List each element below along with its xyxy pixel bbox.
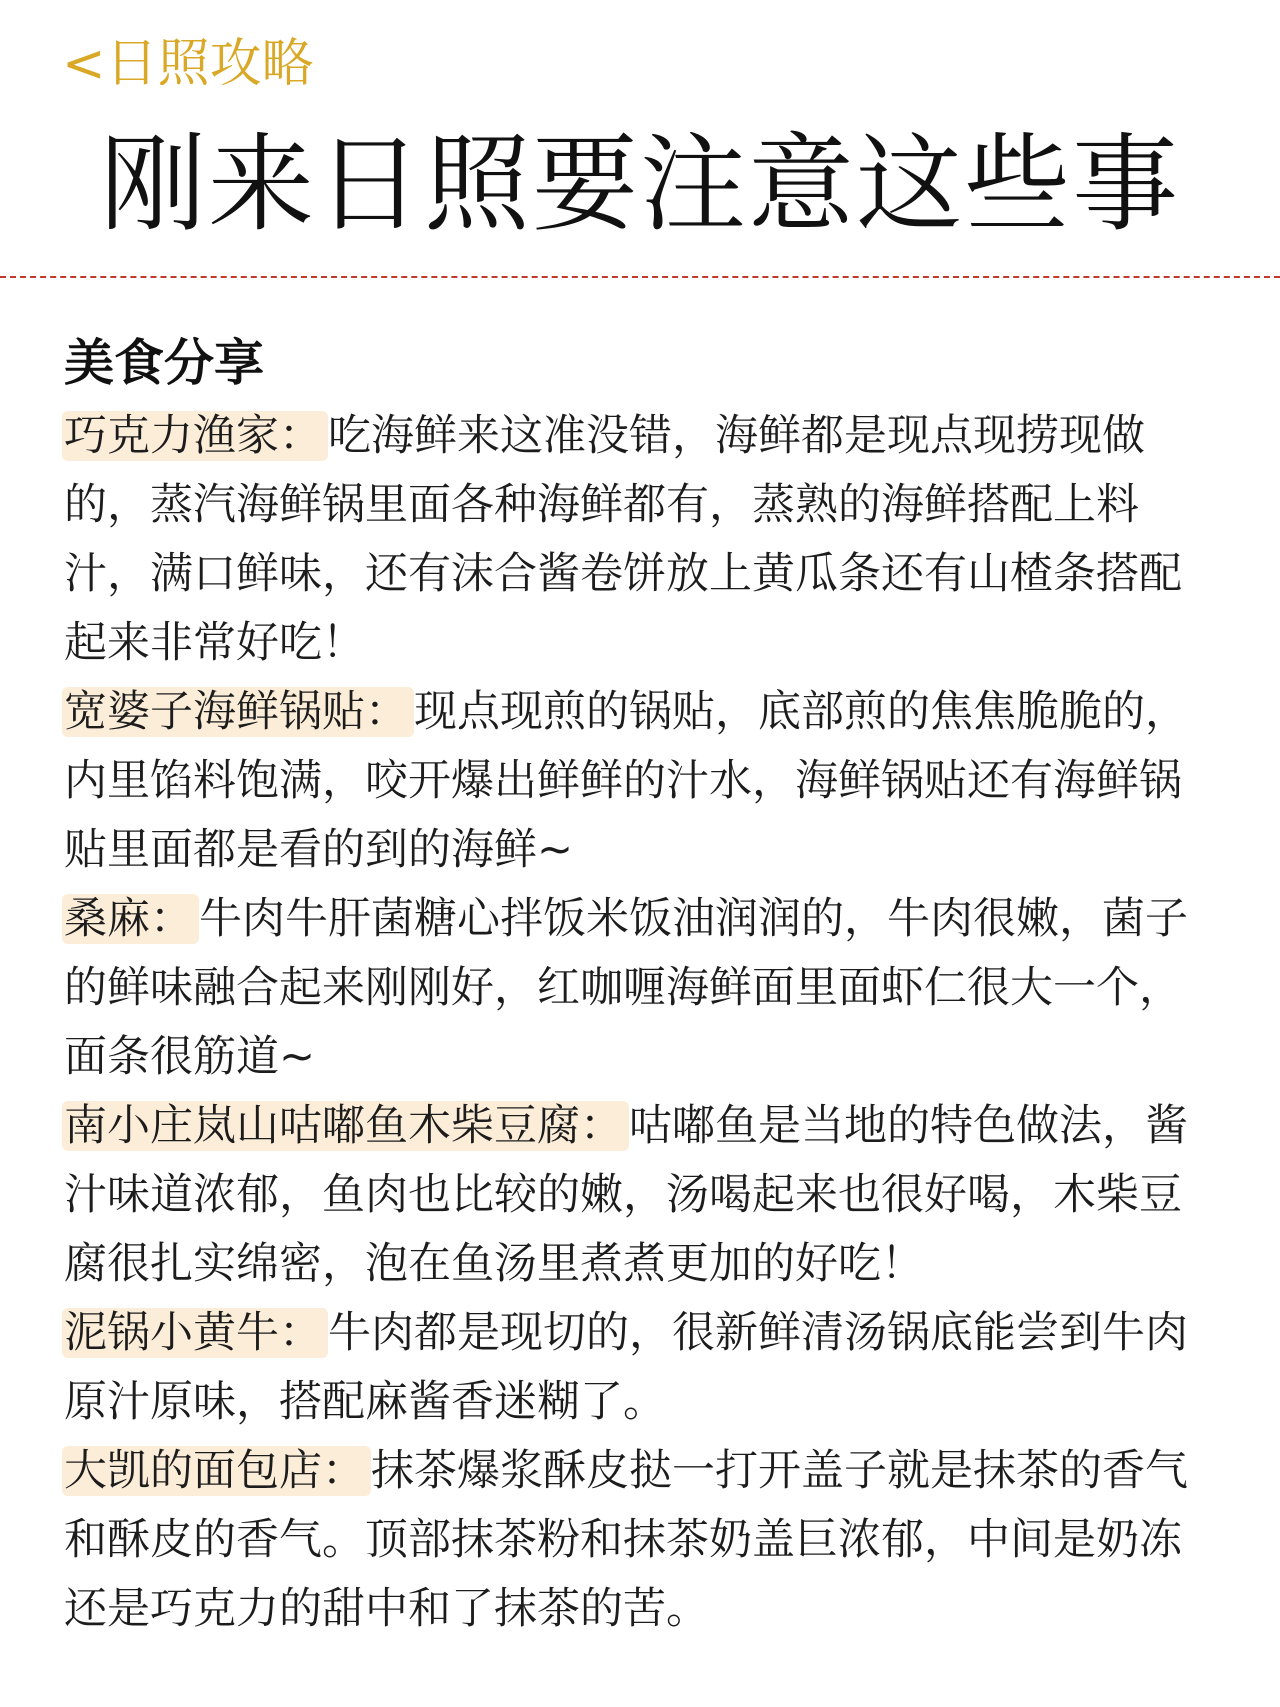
restaurant-name: 桑麻： bbox=[62, 894, 199, 944]
restaurant-entry bbox=[64, 1299, 1214, 1437]
restaurant-name: 宽婆子海鲜锅贴： bbox=[62, 687, 414, 737]
restaurant-entry bbox=[64, 402, 1214, 678]
restaurant-review: 牛肉都是现切的，很新鲜清汤锅底能尝到牛肉原汁原味，搭配麻酱香迷糊了。 bbox=[64, 1308, 1188, 1427]
restaurant-name: 泥锅小黄牛： bbox=[62, 1308, 328, 1358]
restaurant-entry bbox=[64, 885, 1214, 1092]
page-title: 刚来日照要注意这些事 bbox=[100, 123, 1180, 246]
restaurant-entry bbox=[64, 1092, 1214, 1299]
restaurant-name: 大凯的面包店： bbox=[62, 1446, 371, 1496]
back-link[interactable]: <日照攻略 bbox=[62, 34, 314, 94]
restaurant-entry bbox=[64, 678, 1214, 885]
restaurant-entry bbox=[64, 1437, 1214, 1644]
article-body bbox=[64, 330, 1224, 1644]
restaurant-review: 现点现煎的锅贴，底部煎的焦焦脆脆的，内里馅料饱满，咬开爆出鲜鲜的汁水，海鲜锅贴还有海鲜锅贴里面都是看的到的海鲜~ bbox=[64, 687, 1188, 875]
restaurant-name: 南小庄岚山咕嘟鱼木柴豆腐： bbox=[62, 1101, 629, 1151]
restaurant-name: 巧克力渔家： bbox=[62, 411, 328, 461]
restaurant-review: 咕嘟鱼是当地的特色做法，酱汁味道浓郁，鱼肉也比较的嫩，汤喝起来也很好喝，木柴豆腐很扎实绵密，泡在鱼汤里煮煮更加的好吃！ bbox=[64, 1101, 1188, 1289]
restaurant-review: 吃海鲜来这准没错，海鲜都是现点现捞现做的，蒸汽海鲜锅里面各种海鲜都有，蒸熟的海鲜搭配上料汁，满口鲜味，还有沫合酱卷饼放上黄瓜条还有山楂条搭配起来非常好吃！ bbox=[64, 411, 1182, 668]
restaurant-review: 抹茶爆浆酥皮挞一打开盖子就是抹茶的香气和酥皮的香气。顶部抹茶粉和抹茶奶盖巨浓郁，中间是奶冻还是巧克力的甜中和了抹茶的苦。 bbox=[64, 1446, 1188, 1634]
restaurant-review: 牛肉牛肝菌糖心拌饭米饭油润润的，牛肉很嫩，菌子的鲜味融合起来刚刚好，红咖喱海鲜面里面虾仁很大一个，面条很筋道~ bbox=[64, 894, 1188, 1082]
dashed-divider bbox=[0, 276, 1280, 278]
section-heading: 美食分享 bbox=[64, 334, 264, 392]
